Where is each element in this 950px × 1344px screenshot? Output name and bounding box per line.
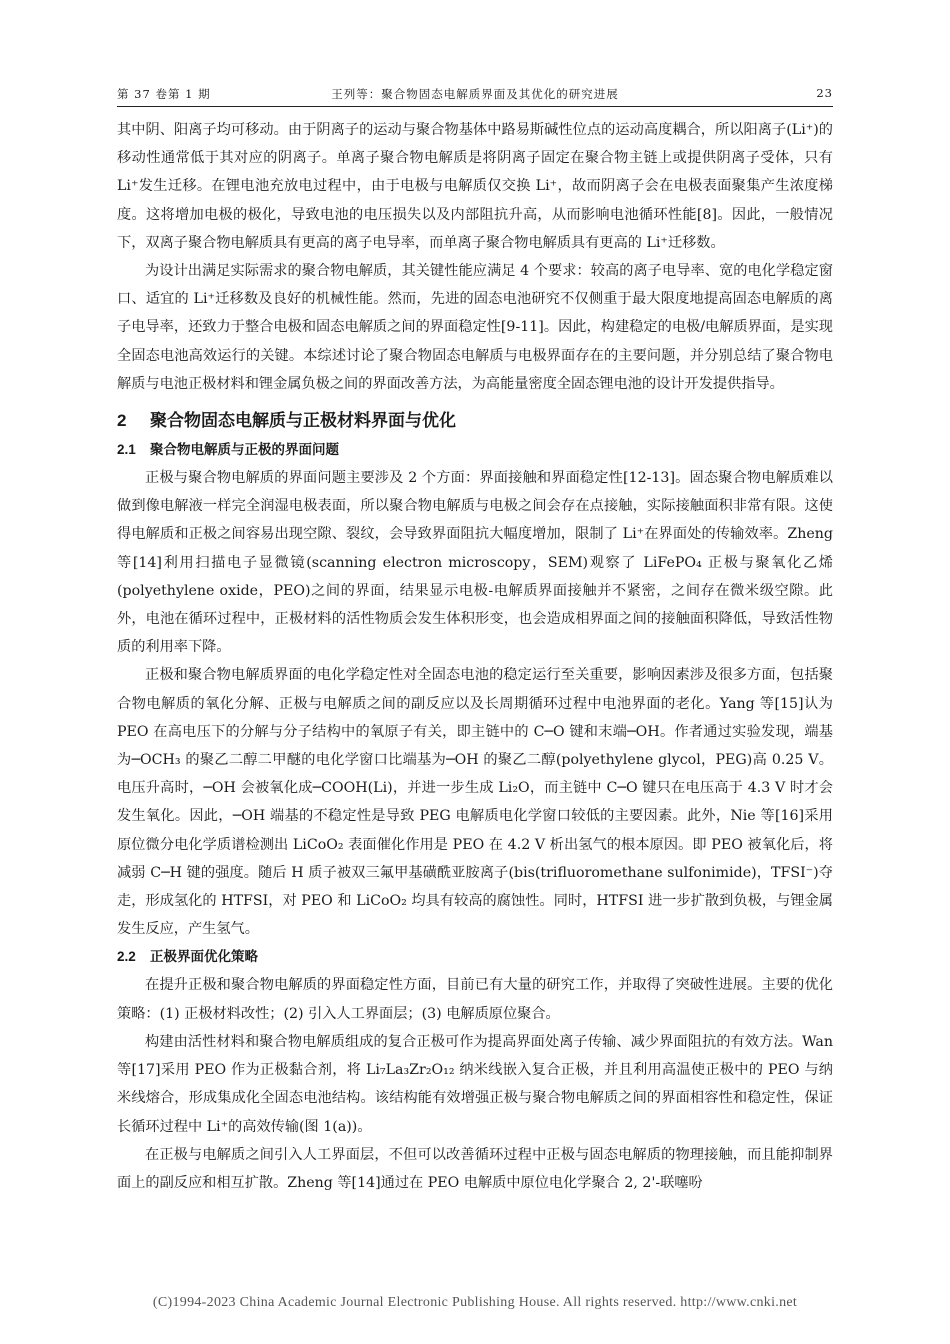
section-2-1-number: 2.1 bbox=[117, 442, 136, 458]
running-title: 王列等：聚合物固态电解质界面及其优化的研究进展 bbox=[331, 87, 619, 101]
paragraph-6: 构建由活性材料和聚合物电解质组成的复合正极可作为提高界面处离子传输、减少界面阻抗的有效方法。Wan 等[17]采用 PEO 作为正极黏合剂，将 Li₇La₃Zr₂O₁₂ 纳米线嵌入复合正极，并且利用高温使正极中的 PEO 与纳米线熔合，形成集成化全固态电池结构。该结构能有效增强正极与聚合物电解质之间的界面相容性和稳定性，保证长循环过程中 Li⁺的高效传输(图 1(a))。 bbox=[117, 1033, 833, 1135]
paragraph-1: 其中阴、阳离子均可移动。由于阴离子的运动与聚合物基体中路易斯碱性位点的运动高度耦合，所以阳离子(Li⁺)的移动性通常低于其对应的阴离子。单离子聚合物电解质是将阴离子固定在聚合物主链上或提供阴离子受体，只有 Li⁺发生迁移。在锂电池充放电过程中，由于电极与电解质仅交换 Li⁺，故而阴离子会在电极表面聚集产生浓度梯度。这将增加电极的极化，导致电池的电压损失以及内部阻抗升高，从而影响电池循环性能[8]。因此，一般情况下，双离子聚合物电解质具有更高的离子电导率，而单离子聚合物电解质具有更高的 Li⁺迁移数。 bbox=[117, 122, 833, 251]
copyright-footer: (C)1994-2023 China Academic Journal Electronic Publishing House. All rights reserved. http://www.cnki.net bbox=[152, 1295, 798, 1310]
section-2-2-number: 2.2 bbox=[117, 949, 136, 965]
section-2-1-heading bbox=[117, 436, 833, 464]
paragraph-4: 正极和聚合物电解质界面的电化学稳定性对全固态电池的稳定运行至关重要，影响因素涉及很多方面，包括聚合物电解质的氧化分解、正极与电解质之间的副反应以及长周期循环过程中电池界面的老化。Yang 等[15]认为 PEO 在高电压下的分解与分子结构中的氧原子有关，即主链中的 C─O 键和末端─OH。作者通过实验发现，端基为─OCH₃ 的聚乙二醇二甲醚的电化学窗口比端基为─OH 的聚乙二醇(polyethylene glycol，PEG)高 0.25 V。电压升高时，─OH 会被氧化成─COOH(Li)，并进一步生成 Li₂O，而主链中 C─O 键只在电压高于 4.3 V 时才会发生氧化。因此，─OH 端基的不稳定性是导致 PEG 电解质电化学窗口较低的主要因素。此外，Nie 等[16]采用原位微分电化学质谱检测出 LiCoO₂ 表面催化作用是 PEO 在 4.2 V 析出氢气的根本原因。即 PEO 被氧化后，将减弱 C─H 键的强度。随后 H 质子被双三氟甲基磺酰亚胺离子(bis(trifluoromethane sulfonimide)，TFSI⁻)夺走，形成氢化的 HTFSI，对 PEO 和 LiCoO₂ 均具有较高的腐蚀性。同时，HTFSI 进一步扩散到负极，与锂金属发生反应，产生氢气。 bbox=[117, 667, 833, 938]
section-2-heading bbox=[117, 407, 833, 435]
running-header bbox=[117, 86, 833, 107]
section-2-title: 聚合物固态电解质与正极材料界面与优化 bbox=[150, 411, 456, 431]
article-body bbox=[117, 116, 833, 1197]
section-2-2-title: 正极界面优化策略 bbox=[150, 949, 258, 965]
section-2-number: 2 bbox=[117, 411, 127, 431]
section-2-2-heading bbox=[117, 943, 833, 971]
page-number: 23 bbox=[816, 86, 833, 100]
paragraph-5: 在提升正极和聚合物电解质的界面稳定性方面，目前已有大量的研究工作，并取得了突破性进展。主要的优化策略：(1) 正极材料改性；(2) 引入人工界面层；(3) 电解质原位聚合。 bbox=[117, 977, 833, 1022]
section-2-1-title: 聚合物电解质与正极的界面问题 bbox=[150, 442, 339, 458]
journal-volume-issue: 第 37 卷第 1 期 bbox=[117, 87, 211, 101]
paragraph-3: 正极与聚合物电解质的界面问题主要涉及 2 个方面：界面接触和界面稳定性[12-13]。固态聚合物电解质难以做到像电解液一样完全润湿电极表面，所以聚合物电解质与电极之间会存在点接触，实际接触面积非常有限。这使得电解质和正极之间容易出现空隙、裂纹，会导致界面阻抗大幅度增加，限制了 Li⁺在界面处的传输效率。Zheng 等[14]利用扫描电子显微镜(scanning electron microscopy，SEM)观察了 LiFePO₄ 正极与聚氧化乙烯(polyethylene oxide，PEO)之间的界面，结果显示电极-电解质界面接触并不紧密，之间存在微米级空隙。此外，电池在循环过程中，正极材料的活性物质会发生体积形变，也会造成相界面之间的接触面积降低，导致活性物质的利用率下降。 bbox=[117, 470, 833, 656]
paragraph-2: 为设计出满足实际需求的聚合物电解质，其关键性能应满足 4 个要求：较高的离子电导率、宽的电化学稳定窗口、适宜的 Li⁺迁移数及良好的机械性能。然而，先进的固态电池研究不仅侧重于最大限度地提高固态电解质的离子电导率，还致力于整合电极和固态电解质之间的界面稳定性[9-11]。因此，构建稳定的电极/电解质界面，是实现全固态电池高效运行的关键。本综述讨论了聚合物固态电解质与电极界面存在的主要问题，并分别总结了聚合物电解质与电池正极材料和锂金属负极之间的界面改善方法，为高能量密度全固态锂电池的设计开发提供指导。 bbox=[117, 263, 833, 392]
paragraph-7: 在正极与电解质之间引入人工界面层，不但可以改善循环过程中正极与固态电解质的物理接触，而且能抑制界面上的副反应和相互扩散。Zheng 等[14]通过在 PEO 电解质中原位电化学聚合 2, 2'-联噻吩 bbox=[117, 1146, 833, 1191]
